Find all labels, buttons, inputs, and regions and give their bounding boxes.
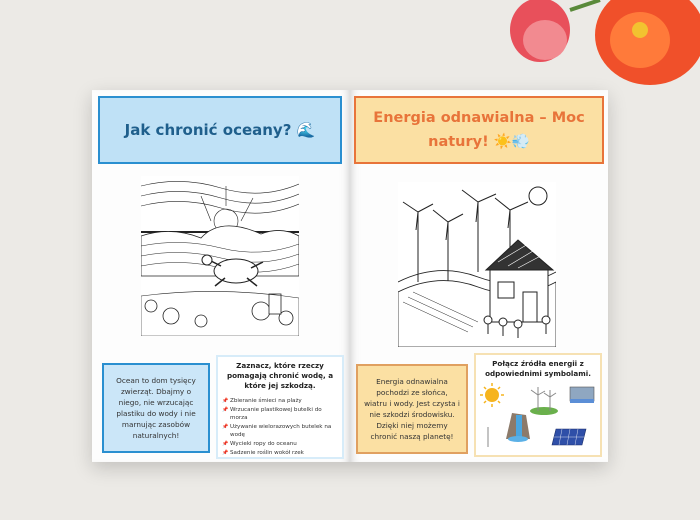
task-box bbox=[216, 355, 344, 459]
solar-panel-icon[interactable] bbox=[552, 429, 586, 445]
renewable-energy-coloring-illustration bbox=[398, 182, 556, 347]
list-item[interactable]: 📌 Wrzucanie plastikowej butelki do morza bbox=[222, 406, 338, 423]
list-item[interactable]: 📌 Zbieranie śmieci na plaży bbox=[222, 397, 338, 406]
left-page bbox=[92, 90, 350, 462]
task-title: Zaznacz, które rzeczy pomagają chronić wodę, a które jej szkodzą. bbox=[226, 361, 334, 390]
energy-symbols bbox=[476, 381, 600, 453]
task-list bbox=[222, 397, 338, 457]
page-title: Energia odnawialna – Moc natury! ☀️💨 bbox=[354, 96, 604, 164]
task-title: Połącz źródła energii z odpowiednimi symbolami. bbox=[485, 359, 591, 378]
page-title: Jak chronić oceany? 🌊 bbox=[98, 96, 342, 164]
list-item[interactable]: 📌 Wycieki ropy do oceanu bbox=[222, 440, 338, 449]
info-box: Energia odnawialna pochodzi ze słońca, wiatru i wody. Jest czysta i nie szkodzi środowisku. Dzięki niej możemy chronić naszą planetę! bbox=[356, 364, 468, 454]
right-page bbox=[350, 90, 608, 462]
task-box bbox=[474, 353, 602, 457]
waterfall-icon[interactable] bbox=[506, 413, 530, 442]
dam-icon[interactable] bbox=[570, 387, 594, 403]
list-item[interactable]: 📌 Sadzenie roślin wokół rzek bbox=[222, 449, 338, 458]
ocean-coloring-illustration bbox=[141, 176, 299, 336]
info-box: Ocean to dom tysięcy zwierząt. Dbajmy o niego, nie wrzucając plastiku do wody i nie marnując zasobów naturalnych! bbox=[102, 363, 210, 453]
wind-turbine-icon[interactable] bbox=[530, 387, 558, 415]
open-booklet bbox=[92, 90, 608, 462]
list-item[interactable]: 📌 Używanie wielorazowych butelek na wodę bbox=[222, 423, 338, 440]
sun-icon[interactable] bbox=[480, 383, 504, 407]
flower-decoration bbox=[500, 0, 700, 100]
